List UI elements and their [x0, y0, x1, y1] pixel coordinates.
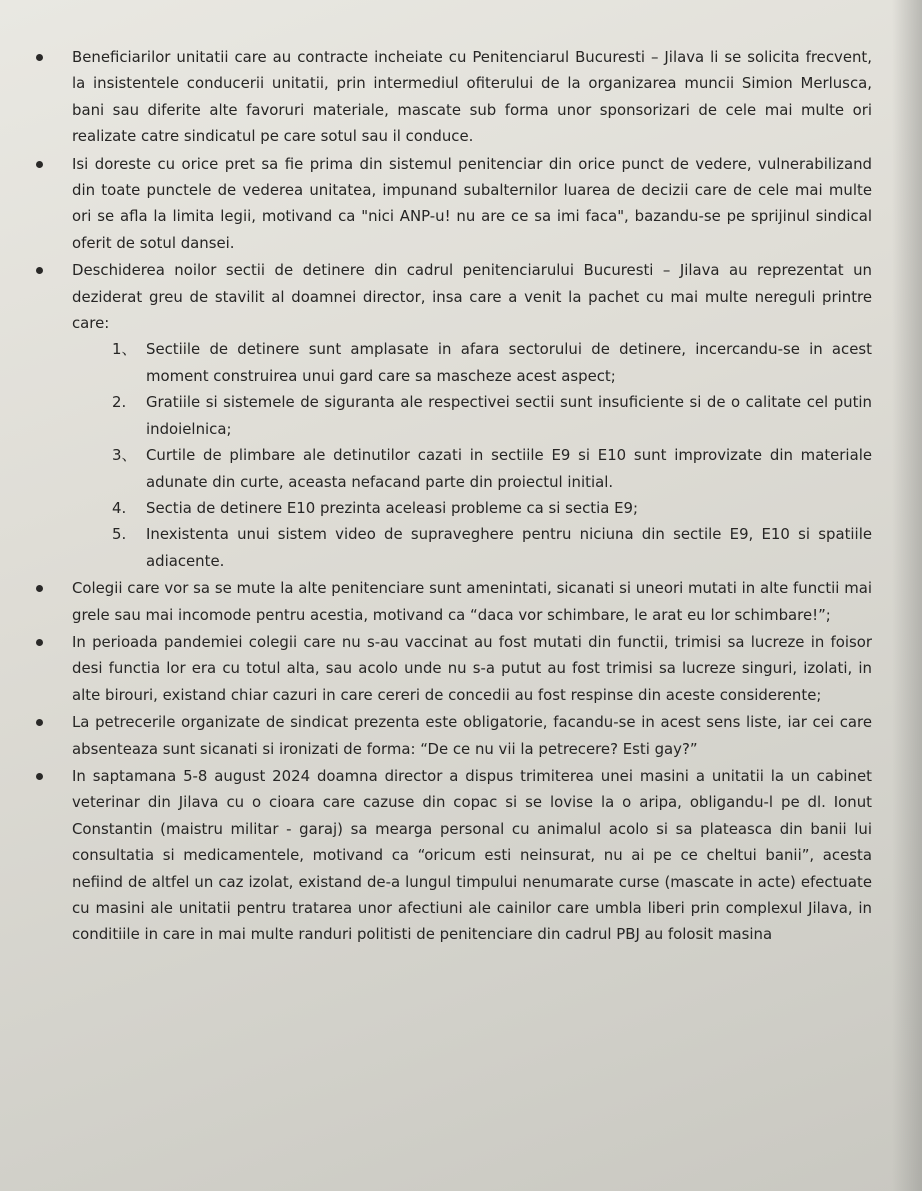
bullet-list [36, 44, 872, 948]
item-text: Curtile de plimbare ale detinutilor cazati in sectiile E9 si E10 sunt improvizate din materiale adunate din curte, aceasta nefacand parte din proiectul initial. [146, 446, 872, 491]
bullet-item [36, 709, 872, 762]
numbered-item [112, 495, 872, 521]
item-number: 2. [112, 393, 127, 412]
bullet-dot-icon [36, 161, 43, 168]
numbered-sublist [72, 336, 872, 574]
numbered-item [112, 336, 872, 389]
item-text: Sectia de detinere E10 prezinta aceleasi probleme ca si sectia E9; [146, 498, 638, 517]
bullet-text: Isi doreste cu orice pret sa fie prima din sistemul penitenciar din orice punct de vedere, vulnerabilizand din toate punctele de vederea unitatea, impunand subalternilor luarea de decizii care de cele mai multe ori se afla la limita legii, motivand ca "nici ANP-u! nu are ce sa imi faca", bazandu-se pe sprijinul sindical oferit de sotul dansei. [72, 154, 872, 252]
item-number: 3、 [112, 446, 137, 465]
page-edge-shadow [892, 0, 922, 1191]
item-number: 5. [112, 525, 127, 544]
bullet-item [36, 629, 872, 708]
numbered-item [112, 442, 872, 495]
bullet-item [36, 257, 872, 574]
bullet-text: Deschiderea noilor sectii de detinere din cadrul penitenciarului Bucuresti – Jilava au reprezentat un deziderat greu de stavilit al doamnei director, insa care a venit la pachet cu mai multe nereguli printre care: [72, 261, 872, 333]
item-text: Gratiile si sistemele de siguranta ale respectivei sectii sunt insuficiente si de o calitate cel putin indoielnica; [146, 393, 872, 438]
bullet-text: Beneficiarilor unitatii care au contracte incheiate cu Penitenciarul Bucuresti – Jilava li se solicita frecvent, la insistentele conducerii unitatii, prin intermediul ofiterului de la organizarea muncii Simion Merlusca, bani sau diferite alte favoruri materiale, mascate sub forma unor sponsorizari de cele mai multe ori realizate catre sindicatul pe care sotul sau il conduce. [72, 48, 872, 146]
bullet-text: In saptamana 5-8 august 2024 doamna director a dispus trimiterea unei masini a unitatii la un cabinet veterinar din Jilava cu o cioara care cazuse din copac si se lovise la o aripa, obligandu-l pe dl. Ionut Constantin (maistru militar - garaj) sa mearga personal cu animalul acolo si sa plateasca din banii lui consultatia si medicamentele, motivand ca “oricum esti neinsurat, nu ai pe ce cheltui banii”, acesta nefiind de altfel un caz izolat, existand de-a lungul timpului nenumarate curse (mascate in acte) efectuate cu masini ale unitatii pentru tratarea unor afectiuni ale cainilor care umbla liberi prin complexul Jilava, in conditiile in care in mai multe randuri politisti de penitenciare din cadrul PBJ au folosit masina [72, 766, 872, 944]
bullet-dot-icon [36, 267, 43, 274]
bullet-text: La petrecerile organizate de sindicat prezenta este obligatorie, facandu-se in acest sens liste, iar cei care absenteaza sunt sicanati si ironizati de forma: “De ce nu vii la petrecere? Esti gay?” [72, 713, 872, 758]
bullet-item [36, 575, 872, 628]
item-text: Inexistenta unui sistem video de supraveghere pentru niciuna din sectile E9, E10 si spatiile adiacente. [146, 525, 872, 570]
item-text: Sectiile de detinere sunt amplasate in afara sectorului de detinere, incercandu-se in acest moment construirea unui gard care sa mascheze acest aspect; [146, 340, 872, 385]
item-number: 4. [112, 498, 127, 517]
bullet-text: Colegii care vor sa se mute la alte penitenciare sunt amenintati, sicanati si uneori mutati in alte functii mai grele sau mai incomode pentru acestia, motivand ca “daca vor schimbare, le arat eu lor schimbare!”; [72, 579, 872, 624]
bullet-dot-icon [36, 719, 43, 726]
bullet-item [36, 763, 872, 948]
bullet-text: In perioada pandemiei colegii care nu s-au vaccinat au fost mutati din functii, trimisi sa lucreze in foisor desi functia lor era cu totul alta, sau acolo unde nu s-a putut au fost trimisi sa lucreze singuri, izolati, in alte birouri, existand chiar cazuri in care cereri de concedii au fost respinse din aceste considerente; [72, 632, 872, 704]
bullet-dot-icon [36, 773, 43, 780]
numbered-item [112, 389, 872, 442]
bullet-dot-icon [36, 585, 43, 592]
bullet-dot-icon [36, 639, 43, 646]
item-number: 1、 [112, 340, 137, 359]
bullet-item [36, 151, 872, 257]
bullet-item [36, 44, 872, 150]
bullet-dot-icon [36, 54, 43, 61]
numbered-item [112, 521, 872, 574]
